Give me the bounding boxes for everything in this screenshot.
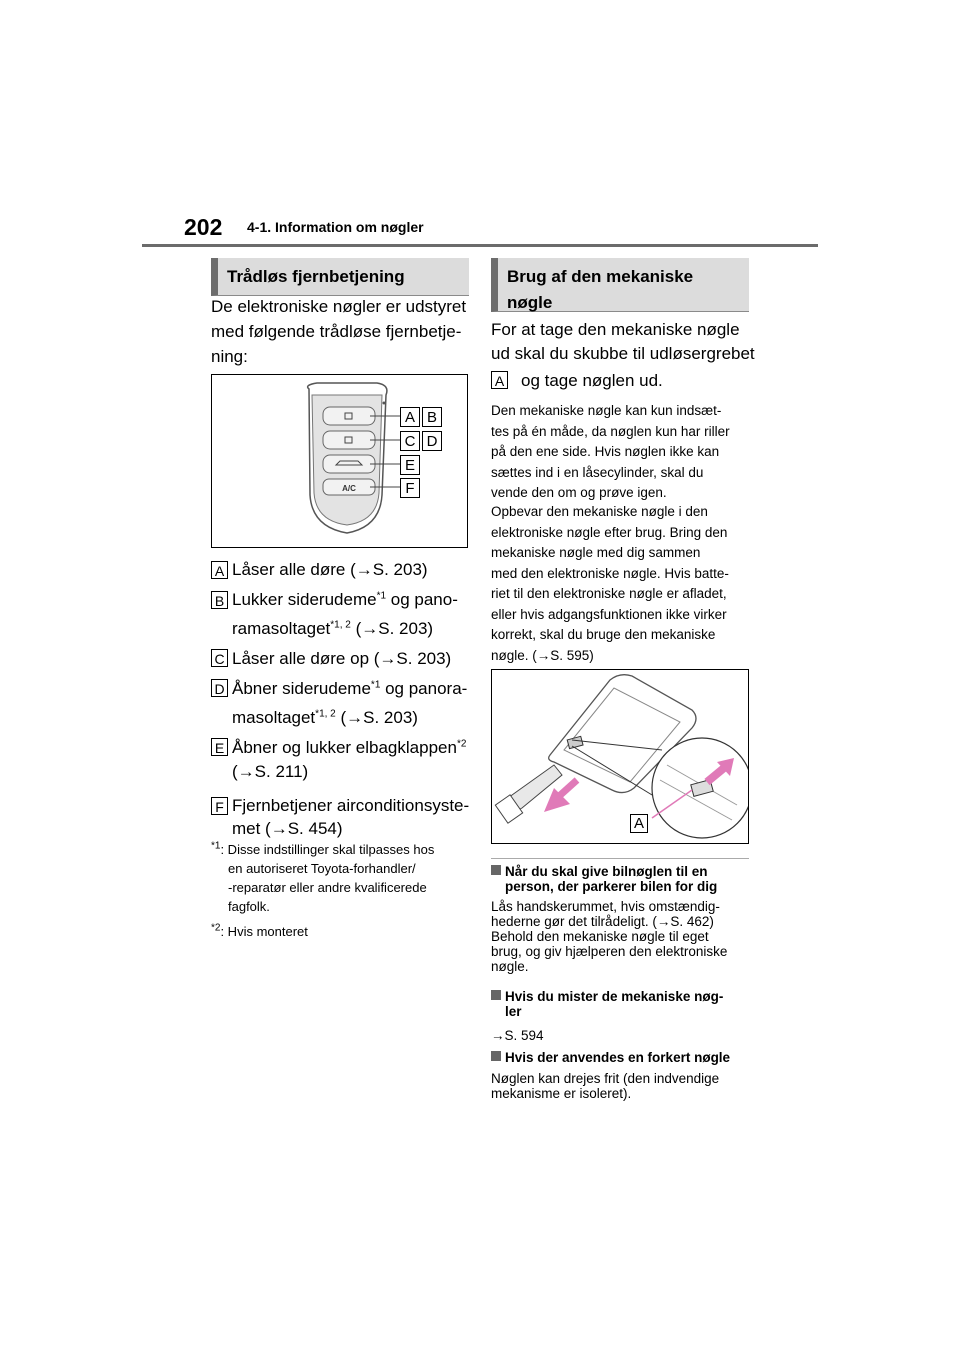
item-label-c: C bbox=[211, 649, 228, 667]
item-label-b: B bbox=[211, 591, 228, 609]
item-d-text-2: masoltaget$^{*1, 2}$ (→S. 203) bbox=[232, 708, 418, 727]
right-intro: For at tage den mekaniske nøgle ud skal du skubbe til udløsergrebet bbox=[491, 320, 755, 363]
left-heading: Trådløs fjernbetjening bbox=[211, 258, 469, 296]
item-label-e: E bbox=[211, 738, 228, 756]
item-f-text-1: Fjernbetjener airconditionsyste- bbox=[232, 796, 470, 815]
fig-label-a: A bbox=[400, 407, 420, 427]
fig-label-d: D bbox=[422, 431, 442, 451]
item-a-text: Låser alle døre (→S. 203) bbox=[232, 560, 428, 579]
footnote-2: $^{*2}$: Hvis monteret bbox=[211, 922, 308, 939]
note-2: Hvis du mister de mekaniske nøg- ler →S. 594 bbox=[491, 989, 724, 1043]
left-intro: De elektroniske nøgler er udstyret med følgende trådløse fjernbetje- ning: bbox=[211, 297, 467, 366]
right-heading: Brug af den mekaniske nøgle bbox=[491, 258, 749, 312]
item-c-text: Låser alle døre op (→S. 203) bbox=[232, 649, 452, 668]
item-e-text-1: Åbner og lukker elbagklappen$^{*2}$ bbox=[232, 738, 467, 757]
header-rule bbox=[142, 244, 818, 247]
key-fob-illustration bbox=[212, 375, 467, 547]
ac-button-text: A/C bbox=[342, 484, 356, 493]
para-2: Opbevar den mekaniske nøgle i den elektroniske nøgle efter brug. Bring den mekaniske nøgle med dig sammen med den elektroniske nøgle. Hvis batte- riet til den elektroniske nøgle er afladet, eller hvis adgangsfunktionen ikke virker korrekt, skal du bruge den mekaniske nøgle. (→S. 595) bbox=[491, 504, 729, 663]
item-d-text-1: Åbner siderudeme$^{*1}$ og panora- bbox=[232, 679, 468, 698]
notes-divider bbox=[491, 858, 749, 859]
key-fob-figure bbox=[211, 374, 468, 548]
note-3: Hvis der anvendes en forkert nøgle Nøglen kan drejes frit (den indvendige mekanisme er isoleret). bbox=[491, 1050, 731, 1101]
fig-label-f: F bbox=[400, 478, 420, 498]
fig-label-c: C bbox=[400, 431, 420, 451]
item-label-f: F bbox=[211, 797, 228, 815]
section-title: 4-1. Information om nøgler bbox=[247, 219, 424, 235]
para-1: Den mekaniske nøgle kan kun indsæt- tes på én måde, da nøglen kun har riller på den ene side. Hvis nøglen ikke kan sættes ind i en låsecylinder, skal du vende den om og prøve igen. bbox=[491, 403, 730, 500]
fig-label-e: E bbox=[400, 455, 420, 475]
item-b-text-2: ramasoltaget$^{*1, 2}$ (→S. 203) bbox=[232, 619, 434, 638]
mechanical-key-figure bbox=[491, 669, 749, 844]
item-label-a: A bbox=[211, 561, 228, 579]
item-b-text-1: Lukker siderudeme$^{*1}$ og pano- bbox=[232, 590, 458, 609]
item-f-text-2: met (→S. 454) bbox=[232, 819, 343, 838]
intro-label-a: A bbox=[491, 371, 508, 389]
mechanical-key-illustration bbox=[492, 670, 748, 843]
square-bullet-icon bbox=[491, 990, 501, 1000]
square-bullet-icon bbox=[491, 1051, 501, 1061]
fig-label-b: B bbox=[422, 407, 442, 427]
intro-tail: og tage nøglen ud. bbox=[521, 371, 663, 390]
fig2-label-a: A bbox=[630, 814, 648, 833]
item-label-d: D bbox=[211, 679, 228, 697]
note-1: Når du skal give bilnøglen til en person, der parkerer bilen for dig Lås handskerummet, hvis omstændig- hederne gør det tilrådeligt. (→S. 462) Behold den mekaniske nøgle til eget brug, og giv hjælperen den elektroniske nøgle. bbox=[491, 864, 728, 974]
item-e-text-2: (→S. 211) bbox=[232, 762, 309, 781]
footnote-1: $^{*1}$: Disse indstillinger skal tilpasses hos en autoriseret Toyota-forhandler/ -reparatør eller andre kvalificerede fagfolk. bbox=[211, 840, 435, 914]
page-number: 202 bbox=[184, 214, 223, 240]
square-bullet-icon bbox=[491, 865, 501, 875]
